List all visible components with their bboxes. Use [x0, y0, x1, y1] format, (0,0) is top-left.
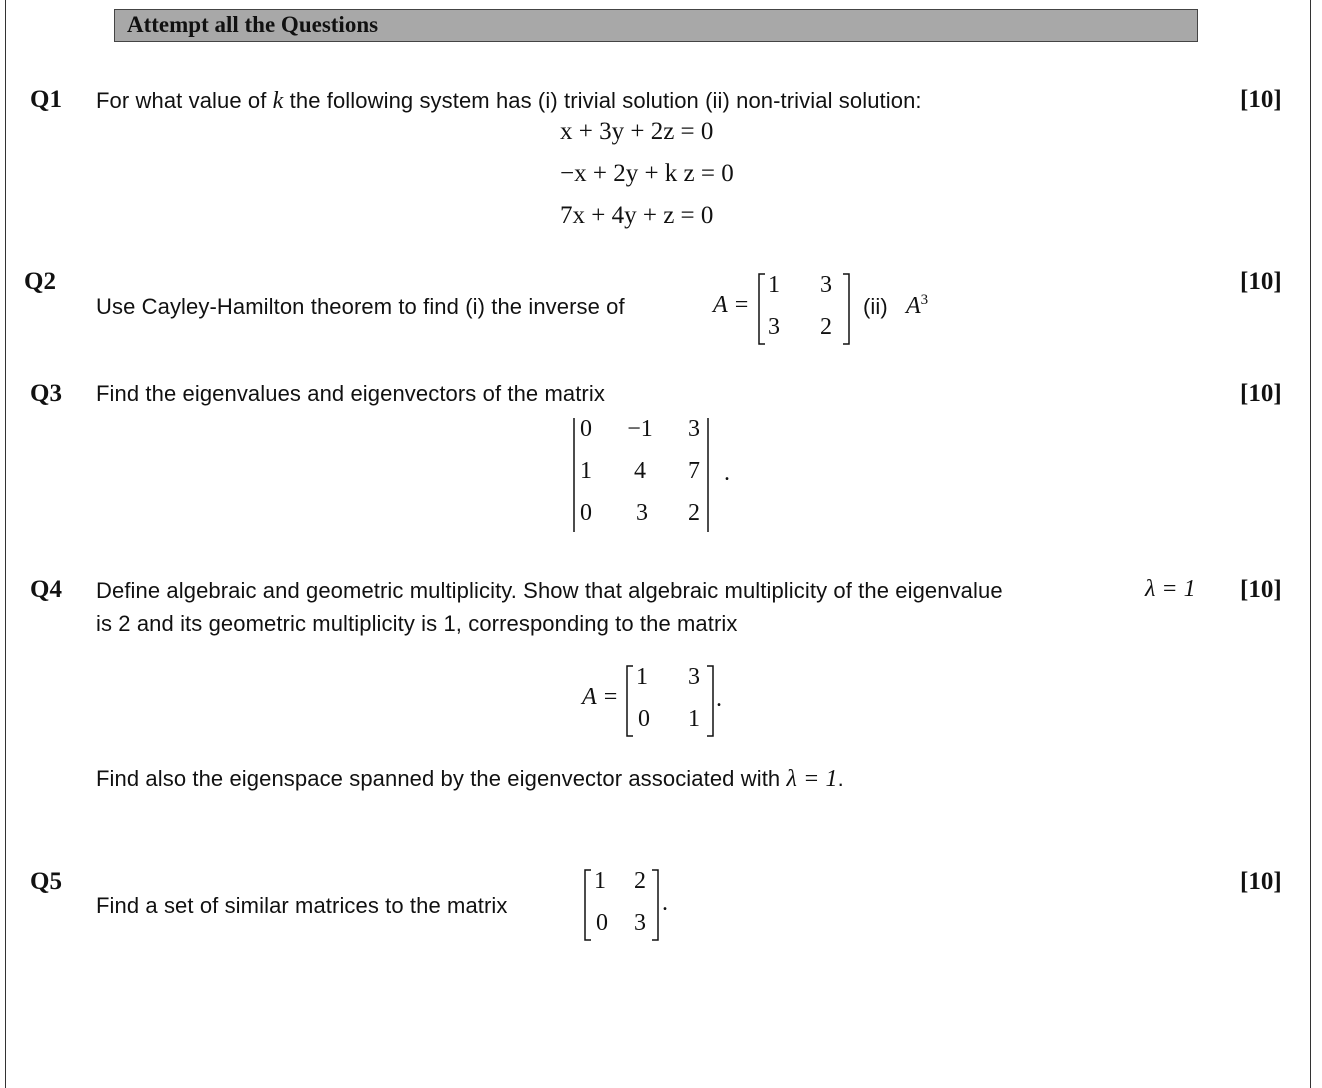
q2-power: $A^3$ [906, 292, 929, 319]
q4-line-2: is 2 and its geometric multiplicity is 1, corresponding to the matrix [96, 611, 738, 636]
q3-matrix [570, 414, 716, 536]
q5-marks: [10] [1240, 868, 1282, 895]
q2-part-ii: (ii) [863, 294, 888, 319]
q4-matrix-cell: 1 [688, 706, 700, 732]
q4-matrix-cell: 1 [636, 664, 648, 690]
q2-matrix-cell: 3 [820, 272, 832, 298]
q3-matrix-cell: −1 [627, 416, 653, 442]
q1-text: For what value of k the following system has (i) trivial solution (ii) non-trivial solution: [96, 88, 922, 114]
q2-matrix-cell: 1 [768, 272, 780, 298]
q4-line-3: Find also the eigenspace spanned by the eigenvector associated with λ = 1. [96, 766, 844, 792]
q5-matrix-cell: 3 [634, 910, 646, 936]
q3-number: Q3 [30, 380, 62, 407]
q2-matrix [756, 270, 852, 348]
q4-line-1: Define algebraic and geometric multiplicity. Show that algebraic multiplicity of the eigenvalue [96, 578, 1003, 603]
q3-text: Find the eigenvalues and eigenvectors of the matrix [96, 381, 605, 406]
q5-matrix-cell: 1 [594, 868, 606, 894]
q1-variable-k: k [272, 88, 284, 114]
q1-marks: [10] [1240, 86, 1282, 113]
q2-matrix-cell: 3 [768, 314, 780, 340]
q5-matrix [582, 866, 666, 944]
q2-matrix-lhs: A = [713, 292, 750, 318]
q4-matrix [624, 662, 720, 740]
q1-number: Q1 [30, 86, 62, 113]
q3-punct: . [724, 460, 730, 486]
q3-marks: [10] [1240, 380, 1282, 407]
q3-matrix-cell: 7 [688, 458, 700, 484]
q3-matrix-cell: 2 [688, 500, 700, 526]
q5-matrix-cell: 2 [634, 868, 646, 894]
q2-marks: [10] [1240, 268, 1282, 295]
q3-matrix-cell: 3 [636, 500, 648, 526]
instructions-header [114, 9, 1198, 42]
q1-equation-2: −x + 2y + k z = 0 [560, 160, 734, 187]
q1-equation-1: x + 3y + 2z = 0 [560, 118, 714, 145]
q1-equation-3: 7x + 4y + z = 0 [560, 202, 714, 229]
q5-number: Q5 [30, 868, 62, 895]
q5-matrix-cell: 0 [596, 910, 608, 936]
q2-text: Use Cayley-Hamilton theorem to find (i) the inverse of [96, 294, 625, 319]
q4-punct: . [716, 686, 722, 712]
q4-marks: [10] [1240, 576, 1282, 603]
q2-matrix-cell: 2 [820, 314, 832, 340]
q4-matrix-cell: 3 [688, 664, 700, 690]
q3-matrix-cell: 0 [580, 416, 592, 442]
q4-matrix-cell: 0 [638, 706, 650, 732]
header-title: Attempt all the Questions [127, 12, 379, 37]
q4-lambda-eq: λ = 1 [1145, 576, 1196, 602]
q3-matrix-cell: 4 [634, 458, 646, 484]
q5-punct: . [662, 890, 668, 916]
q3-matrix-cell: 1 [580, 458, 592, 484]
q4-number: Q4 [30, 576, 62, 603]
q3-matrix-cell: 0 [580, 500, 592, 526]
q3-matrix-cell: 3 [688, 416, 700, 442]
q2-number: Q2 [24, 268, 56, 295]
q4-matrix-lhs: A = [582, 684, 619, 710]
q4-lambda-eq-2: λ = 1 [786, 766, 838, 792]
q5-text: Find a set of similar matrices to the matrix [96, 893, 508, 918]
